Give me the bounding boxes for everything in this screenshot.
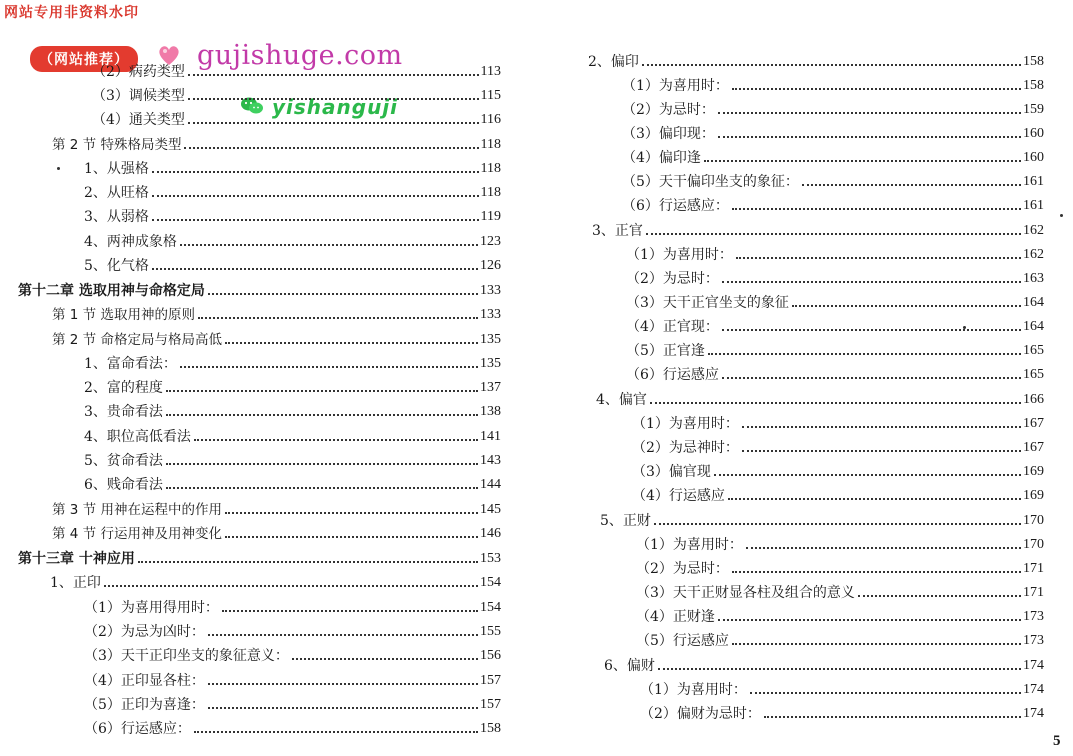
toc-leader-dots: [732, 643, 1021, 645]
toc-entry-title: （3）偏印现：: [622, 126, 715, 142]
toc-leader-dots: [198, 317, 478, 319]
toc-leader-dots: [722, 281, 1021, 283]
toc-entry-page: 116: [480, 112, 501, 127]
toc-entry: [632, 458, 1044, 480]
toc-entry-page: 174: [1023, 658, 1044, 673]
toc-leader-dots: [658, 668, 1021, 670]
toc-entry-page: 143: [480, 453, 501, 468]
toc-leader-dots: [225, 536, 478, 538]
toc-entry-page: 164: [1023, 295, 1044, 310]
toc-entry-title: （5）正印为喜逢：: [84, 697, 205, 713]
toc-entry: [626, 265, 1044, 287]
toc-entry-title: 第十三章 十神应用: [18, 551, 135, 567]
toc-entry: [84, 691, 501, 713]
toc-entry-title: 2、从旺格: [84, 185, 149, 201]
toc-leader-dots: [708, 353, 1021, 355]
site-recommend-badge: （网站推荐）: [30, 46, 138, 72]
toc-entry: [52, 496, 501, 518]
toc-entry-page: 166: [1023, 392, 1044, 407]
toc-entry-title: （2）偏财为忌时：: [640, 706, 761, 722]
toc-entry-page: 154: [480, 575, 501, 590]
toc-leader-dots: [718, 136, 1021, 138]
toc-leader-dots: [184, 147, 478, 149]
toc-entry-title: （1）为喜用时：: [640, 682, 747, 698]
toc-leader-dots: [138, 561, 478, 563]
toc-entry-page: 144: [480, 477, 501, 492]
toc-entry: [84, 350, 501, 372]
toc-leader-dots: [718, 619, 1021, 621]
toc-entry-title: 第 3 节 用神在运程中的作用: [52, 502, 222, 518]
toc-entry: [626, 361, 1044, 383]
toc-entry: [84, 203, 501, 225]
toc-entry-title: （3）偏官现: [632, 464, 711, 480]
toc-entry-title: 6、偏财: [604, 658, 655, 674]
toc-entry-page: 160: [1023, 150, 1044, 165]
toc-entry: [84, 374, 501, 396]
toc-entry: [626, 313, 1044, 335]
toc-entry-title: 3、正官: [592, 223, 643, 239]
toc-entry-page: 156: [480, 648, 501, 663]
toc-entry-title: （2）为忌时：: [622, 102, 715, 118]
toc-entry-page: 161: [1023, 174, 1044, 189]
toc-entry-title: （4）通关类型: [92, 112, 185, 128]
scan-speck: [57, 167, 60, 170]
toc-leader-dots: [728, 498, 1021, 500]
toc-entry-title: 1、正印: [50, 575, 101, 591]
toc-entry-title: （1）为喜用时：: [632, 416, 739, 432]
watermark-banner: 网站专用非资料水印: [4, 5, 139, 21]
toc-entry-page: 158: [1023, 54, 1044, 69]
toc-leader-dots: [742, 450, 1021, 452]
toc-entry: [626, 241, 1044, 263]
toc-entry: [84, 228, 501, 250]
toc-entry: [84, 471, 501, 493]
toc-entry: [50, 569, 501, 591]
toc-entry-title: 5、化气格: [84, 258, 149, 274]
toc-leader-dots: [188, 122, 479, 124]
toc-entry-page: 169: [1023, 488, 1044, 503]
toc-leader-dots: [225, 512, 478, 514]
toc-entry: [600, 507, 1044, 529]
toc-entry-title: （4）正财逢: [636, 609, 715, 625]
toc-entry: [84, 667, 501, 689]
toc-entry-title: （4）正印显各柱：: [84, 673, 205, 689]
toc-entry-title: （6）行运感应：: [84, 721, 191, 737]
toc-entry-title: （1）为喜用时：: [636, 537, 743, 553]
toc-leader-dots: [732, 571, 1021, 573]
toc-leader-dots: [152, 219, 479, 221]
toc-entry-page: 173: [1023, 609, 1044, 624]
toc-entry-title: 6、贱命看法: [84, 477, 163, 493]
toc-leader-dots: [208, 683, 478, 685]
toc-entry-page: 154: [480, 600, 501, 615]
toc-entry: [632, 410, 1044, 432]
toc-entry-page: 170: [1023, 537, 1044, 552]
toc-leader-dots: [650, 402, 1021, 404]
toc-entry: [622, 192, 1044, 214]
toc-entry-title: （6）行运感应：: [622, 198, 729, 214]
toc-entry: [588, 48, 1044, 70]
toc-leader-dots: [166, 414, 478, 416]
toc-entry-page: 146: [480, 526, 501, 541]
toc-entry: [632, 482, 1044, 504]
toc-leader-dots: [718, 112, 1021, 114]
toc-entry: [84, 155, 501, 177]
toc-entry-title: 4、偏官: [596, 392, 647, 408]
toc-entry-page: 141: [480, 429, 501, 444]
page-number: 5: [1053, 733, 1061, 749]
toc-leader-dots: [166, 487, 478, 489]
toc-leader-dots: [646, 233, 1021, 235]
toc-entry: [636, 531, 1044, 553]
toc-entry-title: 2、偏印: [588, 54, 639, 70]
toc-entry-page: 165: [1023, 367, 1044, 382]
toc-entry-title: 3、从弱格: [84, 209, 149, 225]
toc-entry-title: （5）天干偏印坐支的象征：: [622, 174, 799, 190]
toc-entry: [622, 72, 1044, 94]
toc-leader-dots: [152, 195, 479, 197]
toc-entry-page: 165: [1023, 343, 1044, 358]
toc-leader-dots: [180, 366, 478, 368]
toc-entry: [622, 120, 1044, 142]
toc-entry-title: （2）为忌时：: [626, 271, 719, 287]
toc-entry: [640, 700, 1044, 722]
toc-entry-title: （2）为忌神时：: [632, 440, 739, 456]
toc-entry-title: 3、贵命看法: [84, 404, 163, 420]
toc-entry-title: （3）天干正印坐支的象征意义：: [84, 648, 289, 664]
toc-entry-page: 170: [1023, 513, 1044, 528]
toc-entry-title: 1、富命看法：: [84, 356, 177, 372]
toc-leader-dots: [714, 474, 1021, 476]
watermark-wechat-id: yishanguji: [272, 95, 399, 119]
toc-leader-dots: [858, 595, 1021, 597]
toc-entry-page: 163: [1023, 271, 1044, 286]
toc-entry: [84, 423, 501, 445]
toc-entry-page: 145: [480, 502, 501, 517]
toc-leader-dots: [742, 426, 1021, 428]
toc-leader-dots: [704, 160, 1021, 162]
toc-entry-page: 161: [1023, 198, 1044, 213]
toc-entry: [636, 579, 1044, 601]
scan-speck: [963, 326, 966, 329]
toc-entry-title: 5、正财: [600, 513, 651, 529]
toc-entry-page: 158: [480, 721, 501, 736]
toc-entry-title: 第 4 节 行运用神及用神变化: [52, 526, 222, 542]
toc-entry-page: 118: [480, 161, 501, 176]
toc-entry-title: （2）为忌为凶时：: [84, 624, 205, 640]
toc-entry-page: 167: [1023, 440, 1044, 455]
toc-leader-dots: [802, 184, 1021, 186]
toc-entry-title: （2）为忌时：: [636, 561, 729, 577]
toc-leader-dots: [208, 293, 478, 295]
toc-leader-dots: [188, 74, 479, 76]
toc-entry-title: 4、两神成象格: [84, 234, 177, 250]
toc-entry-page: 162: [1023, 223, 1044, 238]
toc-entry-page: 113: [480, 64, 501, 79]
toc-entry-page: 169: [1023, 464, 1044, 479]
toc-entry-page: 118: [480, 185, 501, 200]
toc-entry-page: 155: [480, 624, 501, 639]
toc-entry-page: 158: [1023, 78, 1044, 93]
toc-entry-page: 133: [480, 283, 501, 298]
toc-entry-page: 135: [480, 332, 501, 347]
toc-entry: [84, 618, 501, 640]
toc-leader-dots: [104, 585, 478, 587]
toc-leader-dots: [166, 463, 478, 465]
toc-entry: [626, 337, 1044, 359]
toc-entry: [52, 301, 501, 323]
toc-leader-dots: [722, 377, 1021, 379]
toc-leader-dots: [792, 305, 1021, 307]
toc-leader-dots: [764, 716, 1021, 718]
scan-speck: [1060, 214, 1063, 217]
toc-entry-page: 115: [480, 88, 501, 103]
toc-entry-title: （4）偏印逢: [622, 150, 701, 166]
toc-leader-dots: [750, 692, 1021, 694]
toc-entry: [622, 96, 1044, 118]
toc-entry: [84, 179, 501, 201]
toc-entry-title: （1）为喜用时：: [626, 247, 733, 263]
toc-entry-title: （1）为喜用得用时：: [84, 600, 219, 616]
toc-entry: [636, 603, 1044, 625]
toc-entry: [52, 520, 501, 542]
toc-entry-title: 第 1 节 选取用神的原则: [52, 307, 195, 323]
toc-entry-title: （4）行运感应: [632, 488, 725, 504]
toc-entry-page: 174: [1023, 682, 1044, 697]
toc-entry-page: 118: [480, 137, 501, 152]
toc-leader-dots: [194, 731, 478, 733]
toc-entry-title: （3）调候类型: [92, 88, 185, 104]
toc-entry: [622, 168, 1044, 190]
toc-entry-title: 第 2 节 特殊格局类型: [52, 137, 182, 153]
toc-leader-dots: [642, 64, 1021, 66]
toc-entry: [84, 447, 501, 469]
toc-entry: [592, 217, 1044, 239]
toc-entry-title: （3）天干正官坐支的象征: [626, 295, 789, 311]
toc-leader-dots: [732, 88, 1021, 90]
toc-leader-dots: [208, 634, 478, 636]
toc-entry: [626, 289, 1044, 311]
toc-entry: [84, 398, 501, 420]
toc-leader-dots: [736, 257, 1021, 259]
toc-leader-dots: [152, 171, 479, 173]
toc-entry-page: 171: [1023, 585, 1044, 600]
toc-leader-dots: [225, 342, 478, 344]
toc-entry-page: 173: [1023, 633, 1044, 648]
toc-entry-page: 135: [480, 356, 501, 371]
toc-entry: [18, 545, 501, 567]
toc-entry-title: （4）正官现：: [626, 319, 719, 335]
toc-entry: [92, 82, 501, 104]
toc-entry: [84, 642, 501, 664]
toc-leader-dots: [292, 658, 478, 660]
toc-entry-page: 157: [480, 697, 501, 712]
toc-entry: [640, 676, 1044, 698]
toc-entry: [18, 277, 501, 299]
toc-entry: [92, 58, 501, 80]
toc-entry: [596, 386, 1044, 408]
toc-leader-dots: [188, 98, 479, 100]
toc-entry-title: 5、贫命看法: [84, 453, 163, 469]
toc-entry: [92, 106, 501, 128]
toc-leader-dots: [222, 610, 478, 612]
toc-entry-title: 1、从强格: [84, 161, 149, 177]
toc-entry-title: 第十二章 选取用神与命格定局: [18, 283, 205, 299]
toc-entry: [632, 434, 1044, 456]
toc-entry: [52, 131, 501, 153]
toc-entry-title: 4、职位高低看法: [84, 429, 191, 445]
toc-leader-dots: [654, 523, 1021, 525]
toc-entry-page: 162: [1023, 247, 1044, 262]
toc-entry-title: 2、富的程度: [84, 380, 163, 396]
toc-entry-title: （3）天干正财显各柱及组合的意义: [636, 585, 855, 601]
toc-entry-page: 167: [1023, 416, 1044, 431]
toc-entry-page: 138: [480, 404, 501, 419]
toc-entry-title: （6）行运感应: [626, 367, 719, 383]
toc-entry-page: 153: [480, 551, 501, 566]
toc-entry: [604, 652, 1044, 674]
toc-entry-page: 159: [1023, 102, 1044, 117]
toc-entry: [84, 715, 501, 737]
toc-entry-page: 171: [1023, 561, 1044, 576]
toc-entry-page: 157: [480, 673, 501, 688]
toc-entry: [84, 594, 501, 616]
toc-leader-dots: [732, 208, 1021, 210]
watermark-site-url: gujishuge.com: [197, 40, 403, 71]
toc-entry-title: （2）病药类型: [92, 64, 185, 80]
toc-entry-page: 160: [1023, 126, 1044, 141]
toc-leader-dots: [180, 244, 478, 246]
toc-entry-title: （1）为喜用时：: [622, 78, 729, 94]
toc-leader-dots: [194, 439, 478, 441]
toc-entry-page: 164: [1023, 319, 1044, 334]
toc-leader-dots: [208, 707, 478, 709]
toc-leader-dots: [166, 390, 478, 392]
toc-entry: [622, 144, 1044, 166]
toc-entry-page: 133: [480, 307, 501, 322]
toc-entry-page: 123: [480, 234, 501, 249]
toc-leader-dots: [746, 547, 1021, 549]
toc-entry-page: 126: [480, 258, 501, 273]
toc-entry: [84, 252, 501, 274]
toc-entry: [52, 326, 501, 348]
toc-entry-page: 174: [1023, 706, 1044, 721]
toc-entry-title: 第 2 节 命格定局与格局高低: [52, 332, 222, 348]
toc-entry-title: （5）正官逢: [626, 343, 705, 359]
toc-entry-page: 119: [480, 209, 501, 224]
toc-entry-page: 137: [480, 380, 501, 395]
toc-entry-title: （5）行运感应: [636, 633, 729, 649]
toc-leader-dots: [722, 329, 1021, 331]
toc-entry: [636, 555, 1044, 577]
toc-leader-dots: [152, 268, 478, 270]
toc-entry: [636, 627, 1044, 649]
